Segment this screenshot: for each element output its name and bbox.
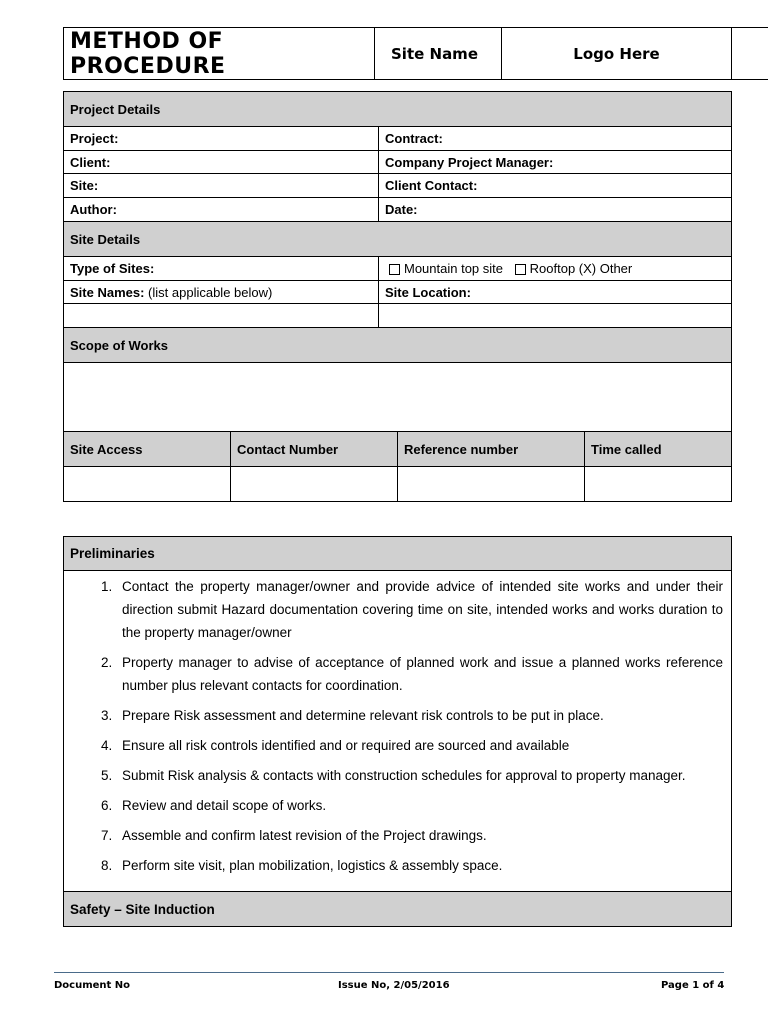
list-item: 2. Property manager to advise of acceptance of planned work and issue a planned works reference number plus relevant contacts for coordination. — [116, 651, 723, 697]
time-called-input[interactable] — [585, 467, 732, 502]
footer-issue-number: Issue No, 2/05/2016 — [338, 980, 450, 991]
project-details-table — [63, 91, 732, 502]
list-item: 4. Ensure all risk controls identified and or required are sourced and available — [116, 734, 723, 757]
site-access-header: Site Access — [64, 432, 231, 467]
site-names-note: (list applicable below) — [148, 284, 273, 300]
preliminaries-heading: Preliminaries — [64, 537, 732, 571]
rooftop-other-label: Rooftop (X) Other — [529, 261, 633, 276]
site-name: Site Name — [375, 28, 502, 79]
footer-divider — [54, 972, 724, 973]
header-blank-cell — [732, 28, 768, 79]
mountain-top-checkbox[interactable] — [389, 264, 400, 275]
list-item: 1. Contact the property manager/owner and provide advice of intended site works and under their direction submit Hazard documentation covering time on site, intended works and works duration to the property manager/owner — [116, 575, 723, 644]
site-type-options — [379, 257, 732, 281]
rooftop-checkbox[interactable] — [515, 264, 526, 275]
client-contact-field[interactable]: Client Contact: — [379, 174, 732, 198]
scope-of-works-heading: Scope of Works — [64, 328, 732, 363]
list-item: 7. Assemble and confirm latest revision of the Project drawings. — [116, 824, 723, 847]
contract-field[interactable]: Contract: — [379, 127, 732, 151]
site-names-input[interactable] — [64, 304, 379, 328]
client-field[interactable]: Client: — [64, 151, 379, 174]
list-item: 5. Submit Risk analysis & contacts with construction schedules for approval to property manager. — [116, 764, 723, 787]
document-title: METHOD OF PROCEDURE — [64, 28, 375, 79]
type-of-sites-label: Type of Sites: — [64, 257, 379, 281]
site-names-cell — [64, 281, 379, 304]
list-item: 6. Review and detail scope of works. — [116, 794, 723, 817]
site-field[interactable]: Site: — [64, 174, 379, 198]
reference-number-header: Reference number — [398, 432, 585, 467]
scope-of-works-input[interactable] — [64, 363, 732, 432]
contact-number-input[interactable] — [231, 467, 398, 502]
reference-number-input[interactable] — [398, 467, 585, 502]
site-details-heading: Site Details — [64, 222, 732, 257]
preliminaries-list-cell — [64, 571, 732, 892]
preliminaries-table — [63, 536, 732, 927]
site-location-label: Site Location: — [379, 281, 732, 304]
author-field[interactable]: Author: — [64, 198, 379, 222]
site-access-input[interactable] — [64, 467, 231, 502]
time-called-header: Time called — [585, 432, 732, 467]
list-item: 8. Perform site visit, plan mobilization, logistics & assembly space. — [116, 854, 723, 877]
project-field[interactable]: Project: — [64, 127, 379, 151]
company-project-manager-field[interactable]: Company Project Manager: — [379, 151, 732, 174]
list-item: 3. Prepare Risk assessment and determine relevant risk controls to be put in place. — [116, 704, 723, 727]
mountain-top-label: Mountain top site — [404, 261, 504, 276]
footer-page-number: Page 1 of 4 — [661, 980, 725, 991]
footer-document-number: Document No — [54, 980, 131, 991]
logo-placeholder: Logo Here — [502, 28, 732, 79]
document-header — [63, 27, 768, 80]
project-details-heading: Project Details — [64, 92, 732, 127]
date-field[interactable]: Date: — [379, 198, 732, 222]
site-names-label: Site Names: — [70, 284, 145, 300]
site-location-input[interactable] — [379, 304, 732, 328]
contact-number-header: Contact Number — [231, 432, 398, 467]
preliminaries-list — [64, 571, 731, 877]
safety-site-induction-heading: Safety – Site Induction — [64, 892, 732, 927]
